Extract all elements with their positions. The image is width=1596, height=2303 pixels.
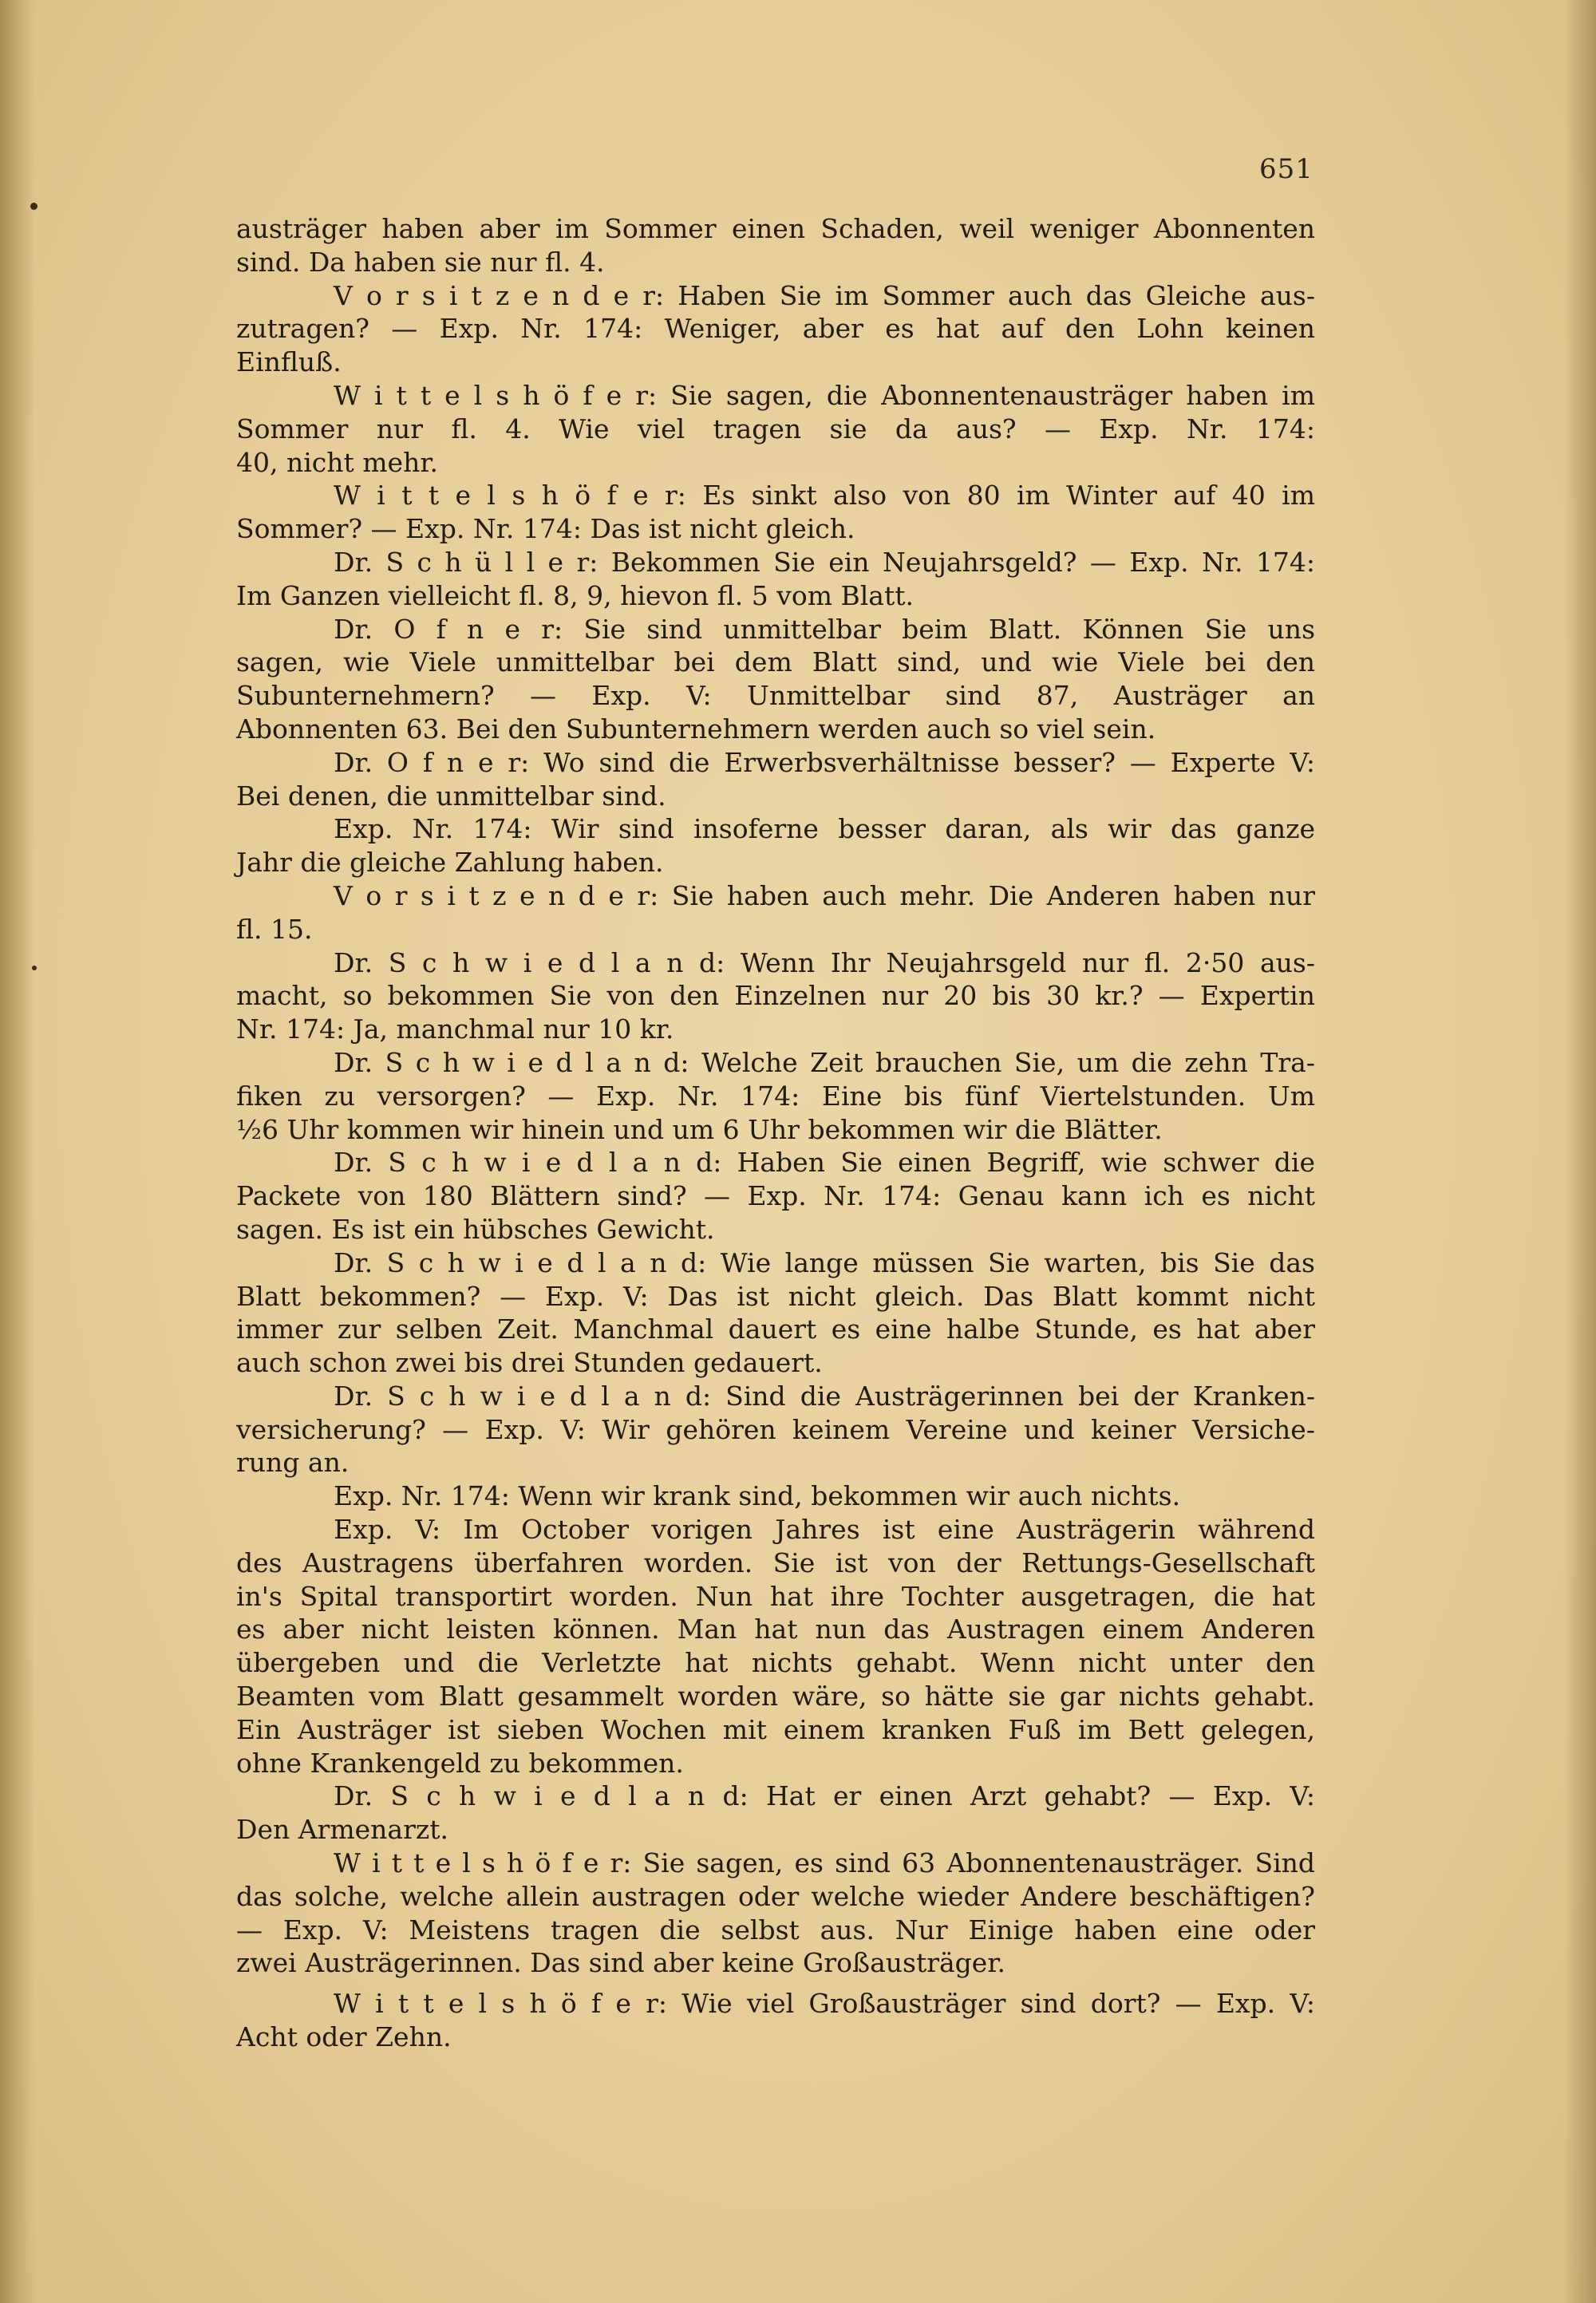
text-line: Dr. S c h w i e d l a n d: Sind die Austrägerinnen bei der Kranken-: [334, 1380, 1315, 1412]
text-line: Sommer? — Exp. Nr. 174: Das ist nicht gleich.: [236, 513, 855, 545]
text-line: das solche, welche allein austragen oder welche wieder Andere beschäftigen?: [236, 1880, 1315, 1912]
text-line: Beamten vom Blatt gesammelt worden wäre, so hätte sie gar nichts gehabt.: [236, 1681, 1315, 1712]
page-edge-right: [1564, 0, 1596, 2303]
text-line: zwei Austrägerinnen. Das sind aber keine Großausträger.: [236, 1947, 1005, 1979]
text-line: W i t t e l s h ö f e r: Sie sagen, die Abonnentenausträger haben im: [334, 379, 1315, 411]
text-line: Dr. S c h w i e d l a n d: Wie lange müssen Sie warten, bis Sie das: [334, 1246, 1315, 1278]
text-line: austräger haben aber im Sommer einen Schaden, weil weniger Abonnenten: [236, 213, 1315, 244]
text-line: Exp. Nr. 174: Wenn wir krank sind, bekommen wir auch nichts.: [334, 1480, 1181, 1512]
text-line: Exp. V: Im October vorigen Jahres ist eine Austrägerin während: [334, 1514, 1315, 1546]
text-line: ohne Krankengeld zu bekommen.: [236, 1747, 684, 1779]
text-line: Subunternehmern? — Exp. V: Unmittelbar sind 87, Austräger an: [236, 680, 1315, 712]
text-line: in's Spital transportirt worden. Nun hat ihre Tochter ausgetragen, die hat: [236, 1580, 1315, 1612]
text-line: fiken zu versorgen? — Exp. Nr. 174: Eine bis fünf Viertelstunden. Um: [236, 1080, 1315, 1112]
text-line: Im Ganzen vielleicht fl. 8, 9, hievon fl. 5 vom Blatt.: [236, 579, 914, 611]
text-line: sind. Da haben sie nur fl. 4.: [236, 246, 605, 278]
text-line: sagen. Es ist ein hübsches Gewicht.: [236, 1213, 715, 1245]
text-line: sagen, wie Viele unmittelbar bei dem Blatt sind, und wie Viele bei den: [236, 646, 1315, 678]
text-line: 40, nicht mehr.: [236, 446, 438, 478]
text-line: Ein Austräger ist sieben Wochen mit einem kranken Fuß im Bett gelegen,: [236, 1713, 1315, 1745]
text-line: des Austragens überfahren worden. Sie ist von der Rettungs-Gesellschaft: [236, 1547, 1315, 1578]
text-line: W i t t e l s h ö f e r: Wie viel Großausträger sind dort? — Exp. V:: [334, 1988, 1315, 2020]
text-line: es aber nicht leisten können. Man hat nun das Austragen einem Anderen: [236, 1614, 1315, 1645]
binding-hole-mark: [32, 966, 37, 970]
text-line: übergeben und die Verletzte hat nichts gehabt. Wenn nicht unter den: [236, 1647, 1315, 1679]
text-line: Abonnenten 63. Bei den Subunternehmern werden auch so viel sein.: [236, 713, 1156, 745]
text-line: Acht oder Zehn.: [236, 2021, 452, 2053]
text-line: W i t t e l s h ö f e r: Sie sagen, es sind 63 Abonnentenausträger. Sind: [334, 1847, 1315, 1879]
text-line: Einfluß.: [236, 346, 342, 378]
text-line: Den Armenarzt.: [236, 1814, 448, 1846]
page-number: 651: [1259, 153, 1314, 185]
text-line: Dr. S c h w i e d l a n d: Hat er einen Arzt gehabt? — Exp. V:: [334, 1780, 1315, 1812]
text-line: V o r s i t z e n d e r: Haben Sie im Sommer auch das Gleiche aus-: [334, 279, 1315, 311]
text-line: V o r s i t z e n d e r: Sie haben auch mehr. Die Anderen haben nur: [334, 879, 1315, 911]
text-line: Bei denen, die unmittelbar sind.: [236, 780, 666, 812]
text-line: — Exp. V: Meistens tragen die selbst aus. Nur Einige haben eine oder: [236, 1914, 1315, 1946]
text-line: Sommer nur fl. 4. Wie viel tragen sie da aus? — Exp. Nr. 174:: [236, 413, 1315, 444]
text-line: Jahr die gleiche Zahlung haben.: [236, 847, 664, 879]
text-line: Dr. O f n e r: Sie sind unmittelbar beim Blatt. Können Sie uns: [334, 613, 1315, 645]
text-line: Nr. 174: Ja, manchmal nur 10 kr.: [236, 1013, 674, 1045]
text-line: Dr. O f n e r: Wo sind die Erwerbsverhältnisse besser? — Experte V:: [334, 746, 1315, 778]
text-line: Dr. S c h ü l l e r: Bekommen Sie ein Neujahrsgeld? — Exp. Nr. 174:: [334, 546, 1315, 578]
text-line: Exp. Nr. 174: Wir sind insoferne besser daran, als wir das ganze: [334, 813, 1315, 845]
text-line: Dr. S c h w i e d l a n d: Wenn Ihr Neujahrsgeld nur fl. 2·50 aus-: [334, 946, 1315, 978]
text-line: auch schon zwei bis drei Stunden gedauert.: [236, 1347, 823, 1379]
text-line: Dr. S c h w i e d l a n d: Haben Sie einen Begriff, wie schwer die: [334, 1147, 1315, 1179]
text-line: zutragen? — Exp. Nr. 174: Weniger, aber es hat auf den Lohn keinen: [236, 313, 1315, 345]
text-line: W i t t e l s h ö f e r: Es sinkt also von 80 im Winter auf 40 im: [334, 480, 1315, 512]
binding-hole-mark: [30, 203, 38, 210]
text-line: macht, so bekommen Sie von den Einzelnen nur 20 bis 30 kr.? — Expertin: [236, 980, 1315, 1012]
text-line: Packete von 180 Blättern sind? — Exp. Nr. 174: Genau kann ich es nicht: [236, 1180, 1315, 1212]
text-line: fl. 15.: [236, 913, 313, 945]
binding-shadow-left: [0, 0, 35, 2303]
body-text: [236, 212, 1315, 2054]
text-line: Dr. S c h w i e d l a n d: Welche Zeit brauchen Sie, um die zehn Tra-: [334, 1046, 1315, 1078]
text-line: ½6 Uhr kommen wir hinein und um 6 Uhr bekommen wir die Blätter.: [236, 1113, 1163, 1145]
paragraph-gap: [236, 1980, 1315, 1987]
text-line: rung an.: [236, 1447, 350, 1479]
text-line: versicherung? — Exp. V: Wir gehören keinem Vereine und keiner Versiche-: [236, 1413, 1315, 1445]
text-line: immer zur selben Zeit. Manchmal dauert es eine halbe Stunde, es hat aber: [236, 1313, 1315, 1345]
text-line: Blatt bekommen? — Exp. V: Das ist nicht gleich. Das Blatt kommt nicht: [236, 1280, 1315, 1312]
